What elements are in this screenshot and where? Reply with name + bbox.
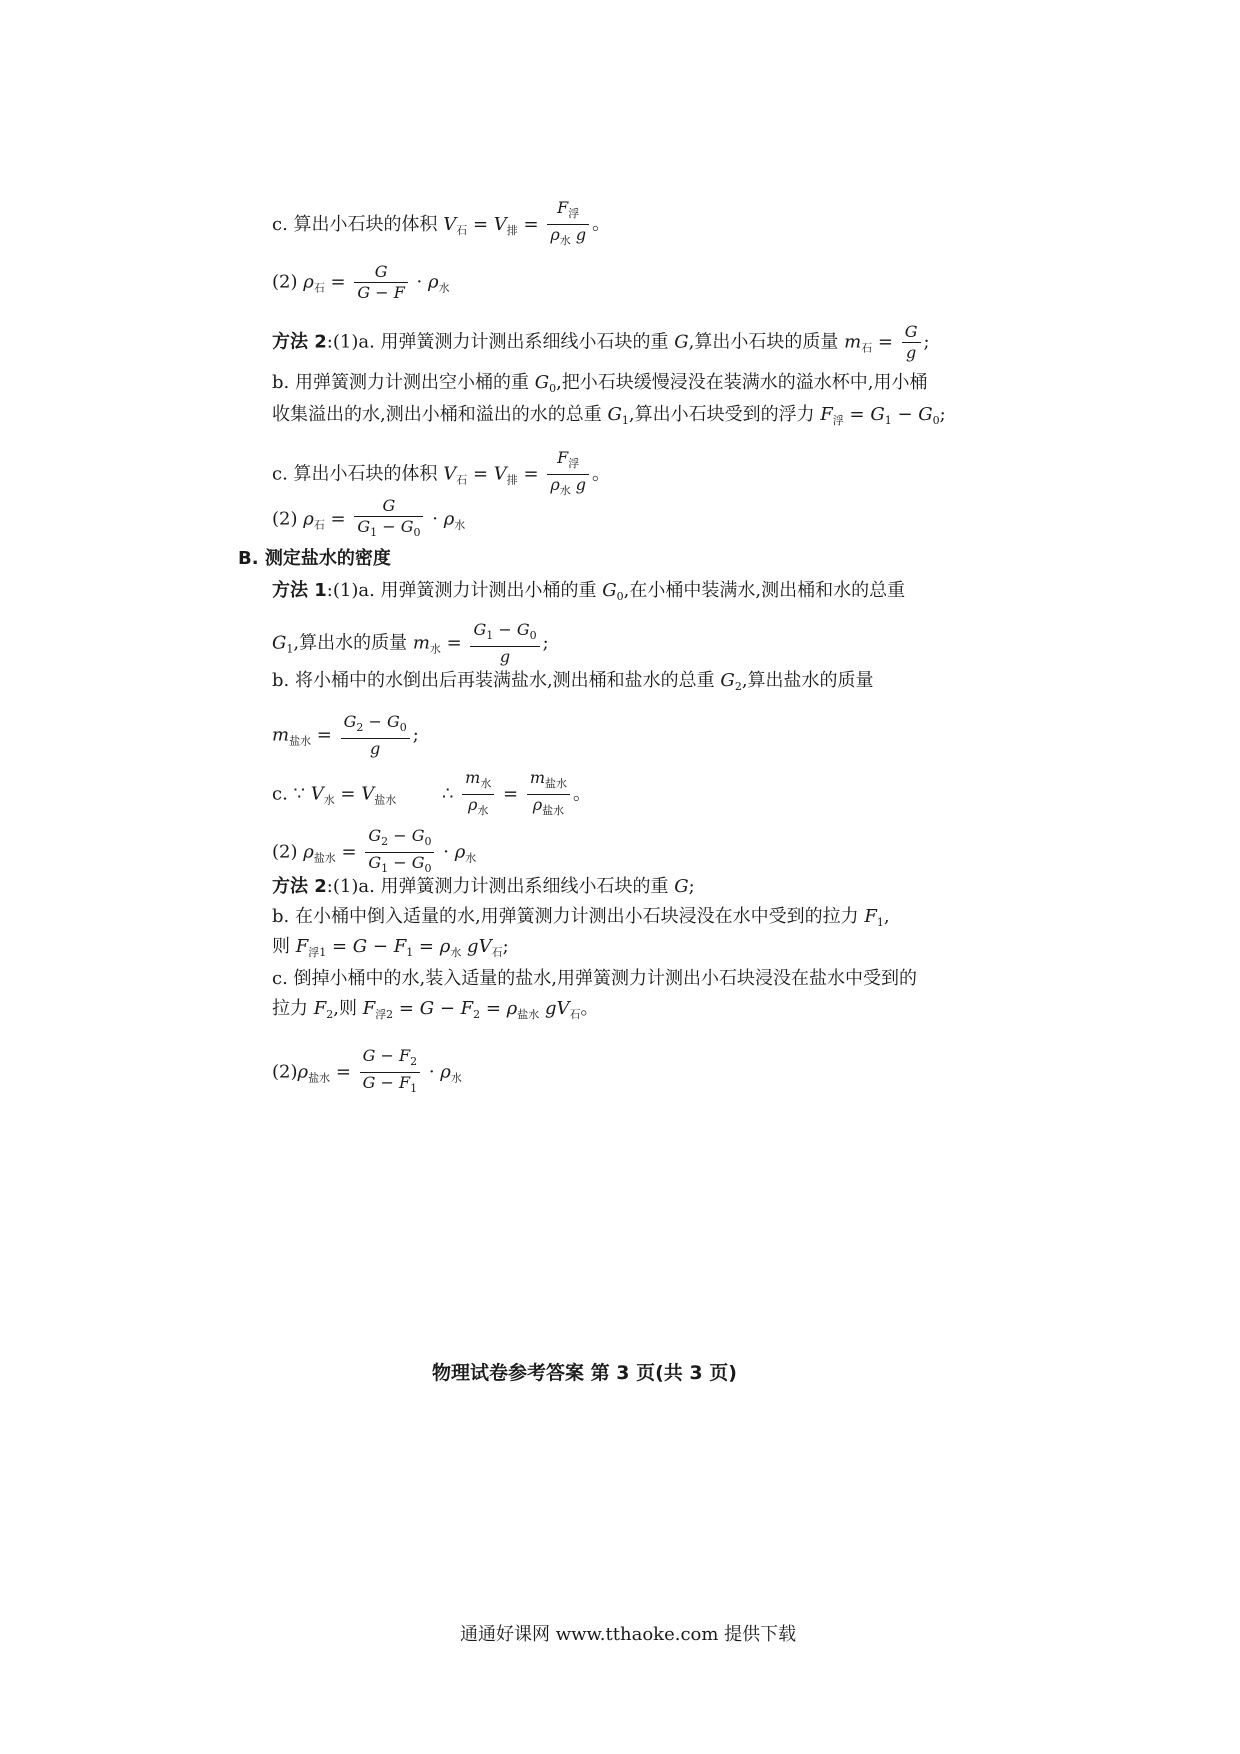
method2-step-b-line1: b. 用弹簧测力计测出空小桶的重 $G_0$,把小石块缓慢浸没在装满水的溢水杯中,用小桶 [272, 372, 928, 395]
fraction: $\frac{m_水}{\rho_水}$ [462, 768, 494, 821]
method1-result: (2) $\rho_石$ = $\frac{G}{G - F}$ · $\rho_水$ [272, 262, 450, 302]
fraction: $\frac{G_2 - G_0}{g}$ [341, 712, 410, 759]
b-method2-step-b-line2: 则 $F_{浮1} = G - F_1 = \rho_水$ $gV_石$; [272, 936, 509, 959]
method2-step-a: 方法 2:(1)a. 用弹簧测力计测出系细线小石块的重 G,算出小石块的质量 $m_石$ = $\frac{G}{g}$ ; [272, 322, 930, 362]
b-method2-step-c-line1: c. 倒掉小桶中的水,装入适量的盐水,用弹簧测力计测出小石块浸没在盐水中受到的 [272, 968, 917, 989]
fraction: $\frac{F_浮}{\rho_水 g}$ [547, 198, 589, 251]
method2-step-b-line2: 收集溢出的水,测出小桶和溢出的水的总重 $G_1$,算出小石块受到的浮力 $F_浮 = G_1 - G_0$; [272, 404, 946, 427]
fraction: $\frac{G - F_2}{G - F_1}$ [360, 1046, 420, 1099]
section-b-heading: B. 测定盐水的密度 [238, 548, 391, 569]
method2-result: (2) $\rho_石$ = $\frac{G}{G_1 - G_0}$ · $\rho_水$ [272, 496, 465, 543]
fraction: $\frac{G}{G - F}$ [354, 262, 407, 303]
b-method2-step-b-line1: b. 在小桶中倒入适量的水,用弹簧测力计测出小石块浸没在水中受到的拉力 $F_1$, [272, 906, 890, 929]
b-method2-result: $(2)\rho_{盐水}$ = $\frac{G - F_2}{G - F_1}$ · $\rho_水$ [272, 1046, 462, 1099]
fraction: $\frac{G_2 - G_0}{G_1 - G_0}$ [365, 826, 434, 879]
b-method2-step-c-line2: 拉力 $F_2$,则 $F_{浮2} = G - F_2 = \rho_{盐水}$ $gV_石$。 [272, 998, 599, 1021]
method2-step-c: c. 算出小石块的体积 $V_石 = V_排$ = $\frac{F_浮}{\rho_水 g}$ 。 [272, 448, 610, 501]
method1-step-c: c. 算出小石块的体积 $V_石 = V_排$ = $\frac{F_浮}{\rho_水 g}$ 。 [272, 198, 610, 251]
b-method1-step-a-line2: $G_1$,算出水的质量 $m_水$ = $\frac{G_1 - G_0}{g}$ ; [272, 620, 549, 666]
b-method2-step-a: 方法 2:(1)a. 用弹簧测力计测出系细线小石块的重 G; [272, 876, 695, 897]
b-method1-step-b-line1: b. 将小桶中的水倒出后再装满盐水,测出桶和盐水的总重 $G_2$,算出盐水的质量 [272, 670, 874, 693]
source-credit: 通通好课网 www.tthaoke.com 提供下载 [460, 1624, 797, 1645]
fraction: $\frac{m_{盐水}}{\rho_{盐水}}$ [527, 768, 570, 821]
fraction: $\frac{G}{G_1 - G_0}$ [354, 496, 423, 543]
b-method1-result: (2) $\rho_{盐水}$ = $\frac{G_2 - G_0}{G_1 - G_0}$ · $\rho_水$ [272, 826, 476, 879]
page-footer: 物理试卷参考答案 第 3 页(共 3 页) [432, 1362, 737, 1384]
b-method1-step-a-line1: 方法 1:(1)a. 用弹簧测力计测出小桶的重 $G_0$,在小桶中装满水,测出桶和水的总重 [272, 580, 906, 603]
fraction: $\frac{G}{g}$ [902, 322, 921, 363]
fraction: $\frac{F_浮}{\rho_水 g}$ [547, 448, 589, 501]
b-method1-step-b-line2: $m_{盐水}$ = $\frac{G_2 - G_0}{g}$ ; [272, 712, 419, 758]
b-method1-step-c: c. ∵ $V_水 = V_{盐水}$ ∴ $\frac{m_水}{\rho_水}$ = $\frac{m_{盐水}}{\rho_{盐水}}$ 。 [272, 768, 591, 821]
method1-step-c-text: c. 算出小石块的体积 $V_石 = V_排$ = [272, 213, 539, 237]
fraction: $\frac{G_1 - G_0}{g}$ [470, 620, 539, 667]
